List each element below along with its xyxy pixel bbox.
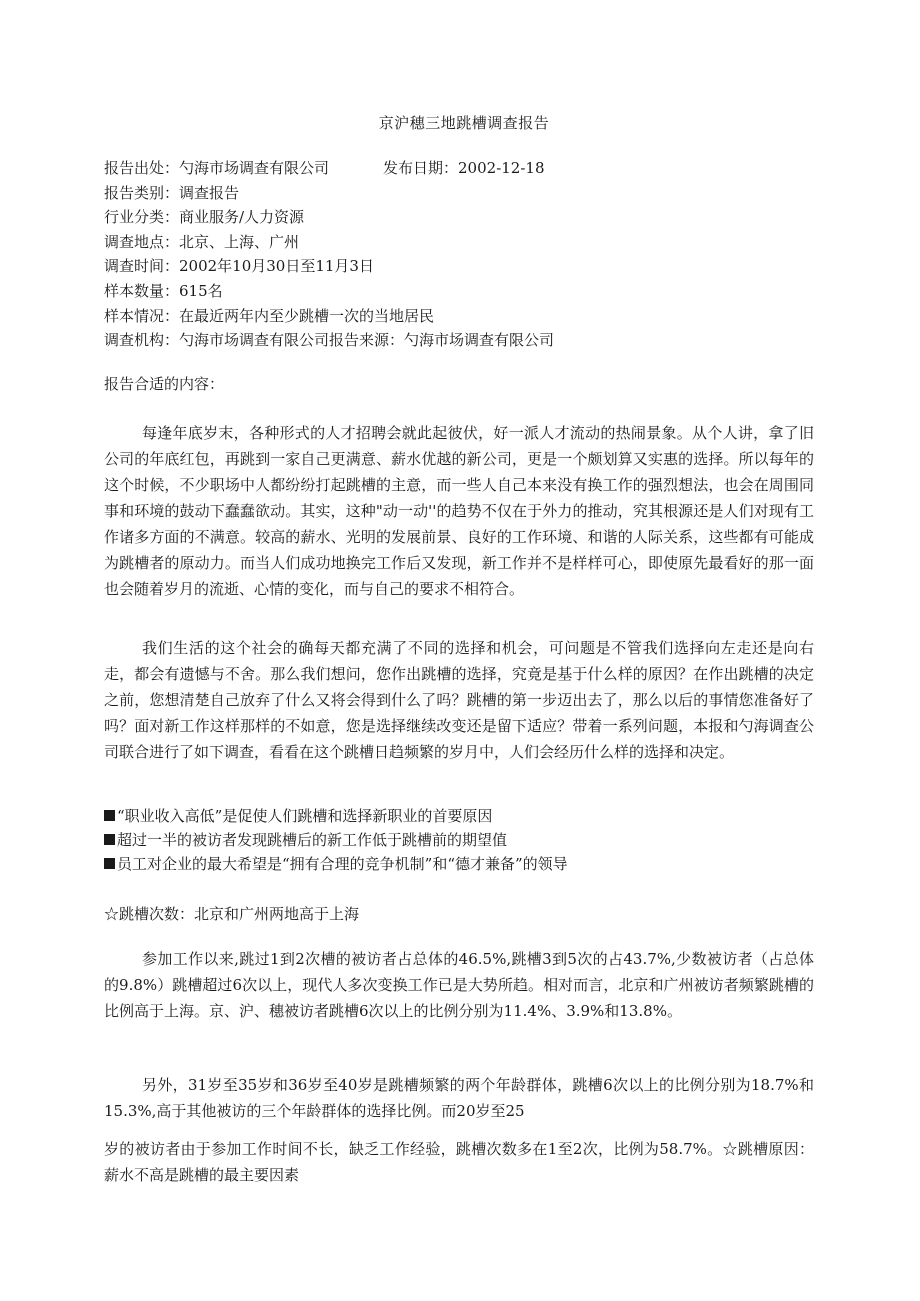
report-meta <box>104 156 824 353</box>
square-bullet-icon <box>104 810 115 821</box>
meta-industry: 行业分类：商业服务/人力资源 <box>104 208 305 227</box>
meta-source: 报告出处：勺海市场调查有限公司 <box>104 159 330 177</box>
content-section-label: 报告合适的内容： <box>104 375 225 393</box>
paragraph-young-respondents: 岁的被访者由于参加工作时间不长，缺乏工作经验，跳槽次数多在1至2次，比例为58.7%。☆跳槽原因：薪水不高是跳槽的最主要因素 <box>104 1140 814 1184</box>
square-bullet-icon <box>104 834 115 845</box>
key-findings-list <box>104 804 568 876</box>
key-finding-item <box>104 828 568 852</box>
key-finding-text: “职业收入高低”是促使人们跳槽和选择新职业的首要原因 <box>117 807 493 825</box>
key-finding-text: 员工对企业的最大希望是“拥有合理的竞争机制”和“德才兼备”的领导 <box>117 855 568 873</box>
meta-sample-desc: 样本情况：在最近两年内至少跳槽一次的当地居民 <box>104 306 435 325</box>
meta-institution: 调查机构：勺海市场调查有限公司报告来源：勺海市场调查有限公司 <box>104 331 555 350</box>
meta-source-line <box>104 156 824 181</box>
paragraph-questions: 我们生活的这个社会的确每天都充满了不同的选择和机会，可问题是不管我们选择向左走还是向右走，都会有遗憾与不舍。那么我们想问，您作出跳槽的选择，究竟是基于什么样的原因？在作出跳槽的决定之前，您想清楚自己放弃了什么又将会得到什么了吗？跳槽的第一步迈出去了，那么以后的事情您准备好了吗？面对新工作这样那样的不如意，您是选择继续改变还是留下适应？带着一系列问题，本报和勺海调查公司联合进行了如下调查，看看在这个跳槽日趋频繁的岁月中，人们会经历什么样的选择和决定。 <box>104 639 814 761</box>
meta-sample-size: 样本数量：615名 <box>104 281 223 300</box>
square-bullet-icon <box>104 858 115 869</box>
section-heading-job-hop-count: ☆跳槽次数：北京和广州两地高于上海 <box>104 905 360 923</box>
key-finding-text: 超过一半的被访者发现跳槽后的新工作低于跳槽前的期望值 <box>117 831 508 849</box>
key-finding-item <box>104 804 568 828</box>
paragraph-job-hop-stats: 参加工作以来,跳过1到2次槽的被访者占总体的46.5%,跳槽3到5次的占43.7%,少数被访者（占总体的9.8%）跳槽超过6次以上，现代人多次变换工作已是大势所趋。相对而言，北京和广州被访者频繁跳槽的比例高于上海。京、沪、穗被访者跳槽6次以上的比例分别为11.4%、3.9%和13.8%。 <box>104 950 814 1020</box>
report-title: 京沪穗三地跳槽调查报告 <box>378 114 550 132</box>
meta-time: 调查时间：2002年10月30日至11月3日 <box>104 257 374 276</box>
paragraph-age-groups: 另外，31岁至35岁和36岁至40岁是跳槽频繁的两个年龄群体，跳槽6次以上的比例分别为18.7%和15.3%,高于其他被访的三个年龄群体的选择比例。而20岁至25 <box>104 1076 814 1120</box>
meta-date: 发布日期：2002-12-18 <box>383 159 545 177</box>
meta-category: 报告类别：调查报告 <box>104 183 240 202</box>
meta-location: 调查地点：北京、上海、广州 <box>104 232 300 251</box>
key-finding-item <box>104 852 568 876</box>
paragraph-intro: 每逢年底岁末，各种形式的人才招聘会就此起彼伏，好一派人才流动的热闹景象。从个人讲，拿了旧公司的年底红包，再跳到一家自己更满意、薪水优越的新公司，更是一个颇划算又实惠的选择。所以每年的这个时候，不少职场中人都纷纷打起跳槽的主意，而一些人自己本来没有换工作的强烈想法，也会在周围同事和环境的鼓动下蠢蠢欲动。其实，这种"动一动''的趋势不仅在于外力的推动，究其根源还是人们对现有工作诸多方面的不满意。较高的薪水、光明的发展前景、良好的工作环境、和谐的人际关系，这些都有可能成为跳槽者的原动力。而当人们成功地换完工作后又发现，新工作并不是样样可心，即使原先最看好的那一面也会随着岁月的流逝、心情的变化，而与自己的要求不相符合。 <box>104 424 814 598</box>
